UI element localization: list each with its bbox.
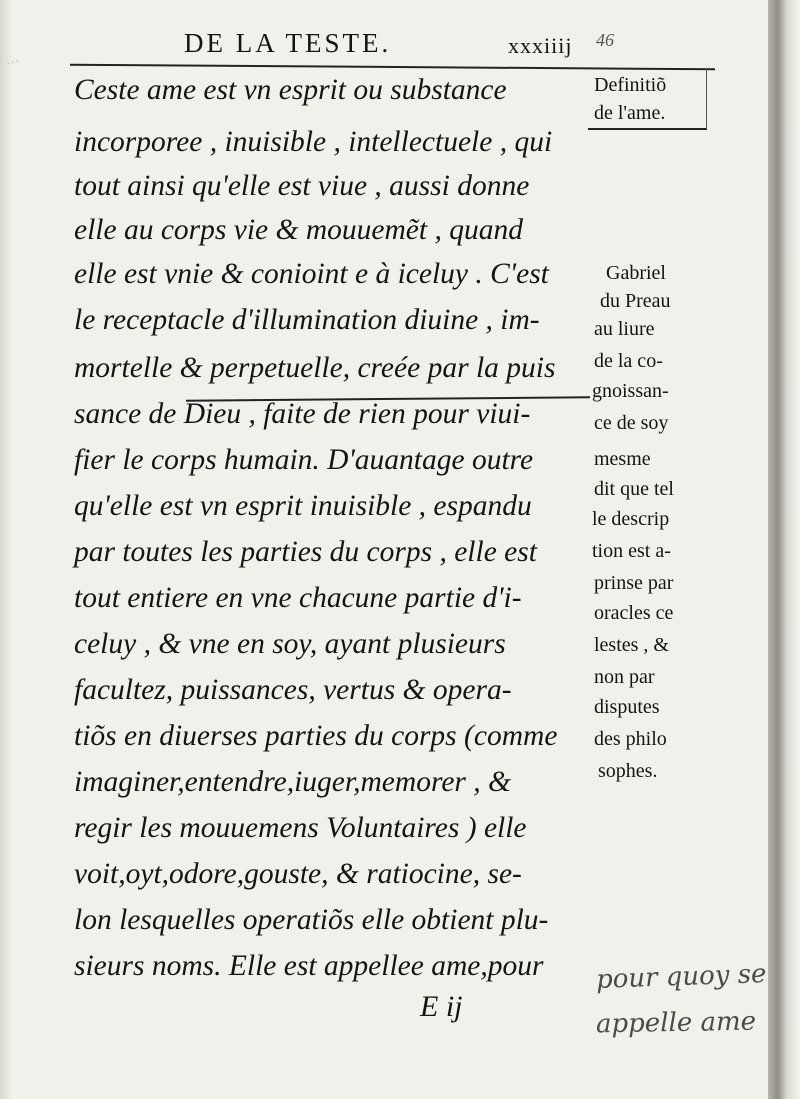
signature-mark: E ij [420, 990, 463, 1023]
body-line: tout ainsi qu'elle est viue , aussi donne [74, 170, 530, 202]
body-line: regir les mouuemens Voluntaires ) elle [74, 812, 527, 844]
body-line: Ceste ame est vn esprit ou substance [74, 74, 507, 106]
body-line: le receptacle d'illumination diuine , im- [74, 304, 540, 336]
page-left-edge [0, 0, 12, 1099]
faint-annotation: … [3, 50, 21, 69]
body-line: sieurs noms. Elle est appellee ame,pour [74, 950, 544, 982]
body-line: qu'elle est vn esprit inuisible , espandu [74, 490, 532, 522]
body-line: celuy , & vne en soy, ayant plusieurs [74, 628, 506, 660]
body-line: tiõs en diuerses parties du corps (comme [74, 720, 558, 752]
margin-note-line: ce de soy [594, 412, 669, 434]
margin-note-line: prinse par [594, 572, 674, 594]
body-line: elle au corps vie & mouuemẽt , quand [74, 214, 523, 246]
body-line: sance de Dieu , faite de rien pour viui- [74, 398, 531, 430]
body-line: facultez, puissances, vertus & opera- [74, 674, 512, 706]
margin-note-line: oracles ce [594, 602, 674, 624]
margin-note-definition: de l'ame. [594, 102, 666, 124]
margin-note-line: non par [594, 666, 655, 688]
body-line: tout entiere en vne chacune partie d'i- [74, 582, 522, 614]
body-line: voit,oyt,odore,gouste, & ratiocine, se- [74, 858, 522, 890]
folio-handwritten: 46 [596, 30, 614, 50]
margin-note-line: du Preau [600, 290, 671, 312]
margin-note-line: disputes [594, 696, 660, 718]
folio-number: xxxiiij [508, 33, 573, 58]
margin-note-line: sophes. [598, 760, 658, 782]
body-line: mortelle & perpetuelle, creée par la puis [74, 352, 556, 384]
margin-note-line: au liure [594, 318, 655, 340]
margin-note-line: lestes , & [594, 634, 669, 656]
margin-note-line: de la co- [594, 350, 663, 372]
body-line: par toutes les parties du corps , elle est [74, 536, 537, 568]
margin-note-line: Gabriel [606, 262, 666, 284]
body-line: lon lesquelles operatiõs elle obtient plu- [74, 904, 549, 936]
margin-note-definition: Definitiõ [594, 74, 667, 96]
margin-note-line: des philo [594, 728, 667, 750]
handwritten-note: appelle ame [595, 1006, 757, 1040]
margin-note-line: tion est a- [592, 540, 671, 562]
margin-note-line: mesme [594, 448, 651, 470]
body-line: imaginer,entendre,iuger,memorer , & [74, 766, 511, 798]
page-gutter-shadow [768, 0, 800, 1099]
margin-note-line: gnoissan- [592, 380, 669, 402]
body-line: fier le corps humain. D'auantage outre [74, 444, 534, 476]
margin-note-line: le descrip [592, 508, 670, 530]
handwritten-note: pour quoy se [595, 959, 767, 995]
body-line: elle est vnie & conioint e à iceluy . C'est [74, 258, 549, 290]
margin-note-line: dit que tel [594, 478, 674, 500]
running-head: DE LA TESTE. [184, 28, 392, 58]
body-line: incorporee , inuisible , intellectuele , qui [74, 126, 553, 158]
